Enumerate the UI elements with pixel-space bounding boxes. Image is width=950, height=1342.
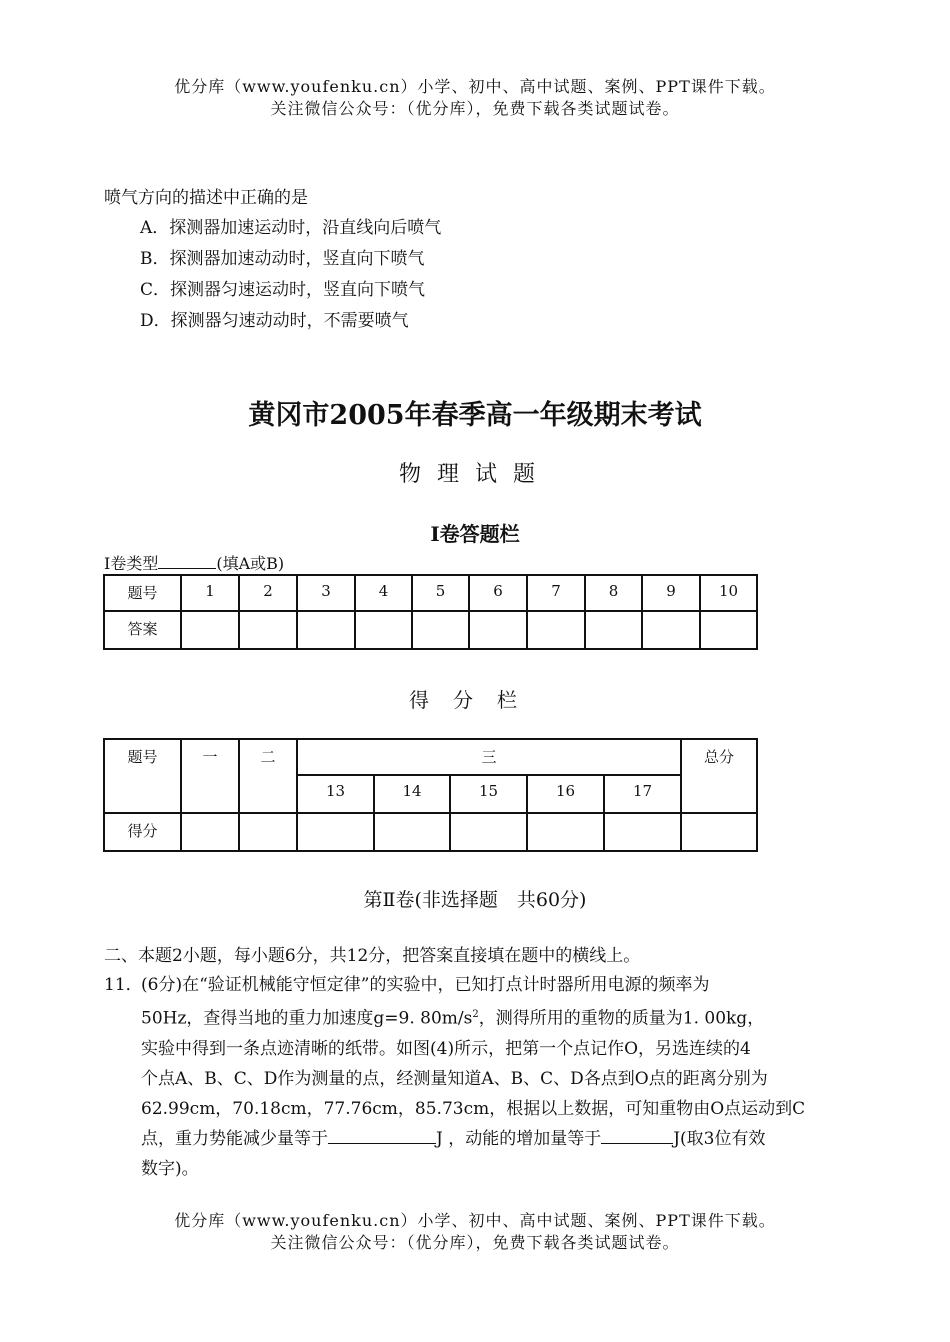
q11-text: 点，重力势能减少量等于 [141, 1128, 328, 1149]
score-col-three: 三 [297, 739, 681, 775]
q11-text: 50Hz，查得当地的重力加速度g=9. 80m/s [141, 1008, 473, 1029]
score-sub-number: 17 [604, 775, 681, 813]
q11-line [141, 1124, 851, 1154]
answer-cell[interactable] [642, 611, 700, 649]
answer-col-number: 5 [412, 575, 469, 611]
footer-line-1: 优分库（www.youfenku.cn）小学、初中、高中试题、案例、PPT课件下载。 [174, 1211, 776, 1230]
option-c: C．探测器匀速运动时，竖直向下喷气 [140, 280, 426, 300]
q11-line: 62.99cm，70.18cm，77.76cm，85.73cm，根据以上数据，可知重物由O点运动到C [141, 1098, 806, 1119]
answer-col-number: 2 [239, 575, 297, 611]
answer-col-number: 7 [527, 575, 585, 611]
score-label-score: 得分 [104, 813, 181, 851]
answer-table [103, 574, 758, 650]
score-cell[interactable] [527, 813, 604, 851]
q11-number: 11． [104, 975, 143, 995]
paper-type-line [104, 550, 284, 576]
answer-col-number: 6 [469, 575, 527, 611]
answer-col-number: 8 [585, 575, 642, 611]
answer-cell[interactable] [585, 611, 642, 649]
answer-col-number: 3 [297, 575, 355, 611]
footer-line-2: 关注微信公众号：（优分库），免费下载各类试题试卷。 [270, 1233, 680, 1252]
option-d: D．探测器匀速动动时，不需要喷气 [140, 311, 409, 331]
kinetic-energy-blank[interactable] [601, 1125, 673, 1144]
q11-line: (6分)在“验证机械能守恒定律”的实验中，已知打点计时器所用电源的频率为 [141, 975, 710, 995]
score-sub-number: 14 [374, 775, 450, 813]
score-cell[interactable] [450, 813, 527, 851]
q11-line [141, 1000, 851, 1034]
answer-cell[interactable] [355, 611, 412, 649]
answer-col-number: 1 [181, 575, 239, 611]
score-col-two: 二 [239, 739, 297, 813]
score-cell[interactable] [239, 813, 297, 851]
option-a: A．探测器加速运动时，沿直线向后喷气 [140, 218, 442, 238]
score-sub-number: 16 [527, 775, 604, 813]
q11-line: 数字)。 [141, 1158, 199, 1179]
q11-line: 实验中得到一条点迹清晰的纸带。如图(4)所示，把第一个点记作O，另选连续的4 [141, 1038, 751, 1059]
answer-col-number: 4 [355, 575, 412, 611]
score-table [103, 738, 758, 852]
answer-row-label-answer: 答案 [104, 611, 181, 649]
answer-cell[interactable] [297, 611, 355, 649]
score-col-total: 总分 [681, 739, 757, 813]
score-cell[interactable] [297, 813, 374, 851]
q11-superscript: 2 [472, 1009, 479, 1020]
paper-type-label: Ⅰ卷类型 [104, 554, 159, 573]
part2-instruction: 二、本题2小题，每小题6分，共12分，把答案直接填在题中的横线上。 [104, 946, 641, 966]
answer-number-row [104, 575, 757, 611]
header-line-2: 关注微信公众号：（优分库），免费下载各类试题试卷。 [270, 99, 680, 118]
score-label-number: 题号 [104, 739, 181, 813]
answer-entry-row [104, 611, 757, 649]
answer-cell[interactable] [239, 611, 297, 649]
paper-type-blank[interactable] [158, 550, 216, 569]
answer-cell[interactable] [527, 611, 585, 649]
answer-col-number: 10 [700, 575, 757, 611]
q11-text: J(取3位有效 [673, 1128, 766, 1149]
q11-text: ，测得所用的重物的质量为1. 00kg， [478, 1008, 765, 1029]
answer-cell[interactable] [412, 611, 469, 649]
potential-energy-blank[interactable] [328, 1125, 436, 1144]
q11-text: J ，动能的增加量等于 [436, 1128, 602, 1149]
answer-section-title: Ⅰ卷答题栏 [430, 522, 520, 546]
score-section-title: 得分栏 [409, 688, 541, 712]
score-cell[interactable] [681, 813, 757, 851]
score-sub-number: 15 [450, 775, 527, 813]
score-cell[interactable] [181, 813, 239, 851]
score-cell[interactable] [604, 813, 681, 851]
score-sub-number: 13 [297, 775, 374, 813]
option-b: B．探测器加速动动时，竖直向下喷气 [140, 249, 425, 269]
answer-cell[interactable] [181, 611, 239, 649]
question-stem: 喷气方向的描述中正确的是 [104, 188, 308, 208]
answer-row-label-number: 题号 [104, 575, 181, 611]
q11-line: 个点A、B、C、D作为测量的点，经测量知道A、B、C、D各点到O点的距离分别为 [141, 1068, 768, 1089]
header-line-1: 优分库（www.youfenku.cn）小学、初中、高中试题、案例、PPT课件下载。 [174, 77, 776, 96]
answer-cell[interactable] [469, 611, 527, 649]
score-col-one: 一 [181, 739, 239, 813]
answer-cell[interactable] [700, 611, 757, 649]
exam-subject: 物理试题 [398, 462, 551, 487]
score-cell[interactable] [374, 813, 450, 851]
paper-type-hint: (填A或B) [216, 554, 285, 573]
part2-title: 第Ⅱ卷(非选择题 共60分) [363, 889, 587, 911]
answer-col-number: 9 [642, 575, 700, 611]
exam-title: 黄冈市2005年春季高一年级期末考试 [248, 400, 702, 431]
q11-body [141, 970, 851, 1184]
